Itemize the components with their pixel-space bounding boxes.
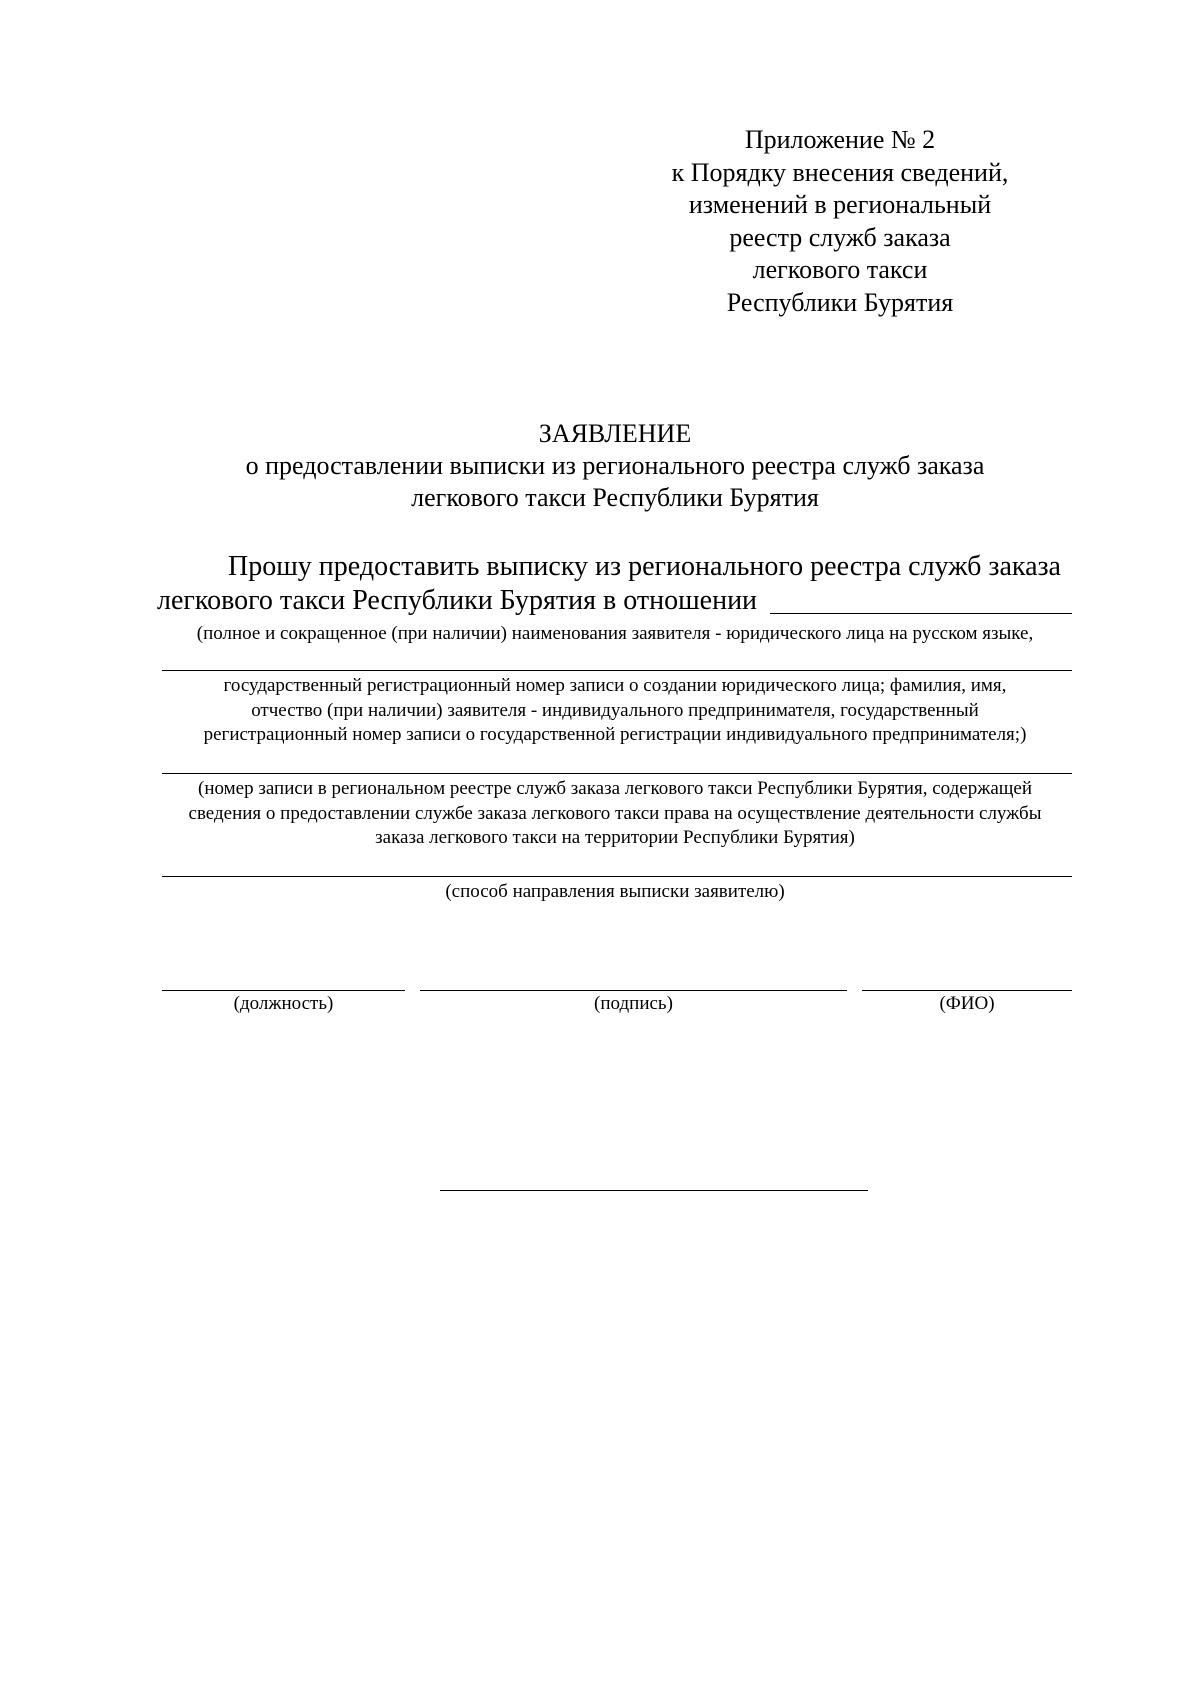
registry-record-fill-line[interactable]: [162, 773, 1072, 774]
caption-line: регистрационный номер записи о государственной регистрации индивидуального предпринимателя;): [203, 724, 1027, 745]
title-heading: ЗАЯВЛЕНИЕ: [538, 419, 692, 448]
appendix-line: Республики Бурятия: [726, 287, 954, 317]
caption-line: (способ направления выписки заявителю): [445, 881, 785, 902]
delivery-method-fill-line[interactable]: [162, 876, 1072, 877]
caption-line: (полное и сокращенное (при наличии) наименования заявителя - юридического лица на русском языке,: [196, 623, 1034, 644]
signature-fill-line[interactable]: [420, 990, 847, 991]
title-subtitle-line: легкового такси Республики Бурятия: [411, 483, 819, 512]
appendix-header: [600, 124, 1080, 319]
caption-registration: [150, 674, 1080, 748]
appendix-line: легкового такси: [752, 255, 928, 284]
request-text-line-2: легкового такси Республики Бурятия в отношении: [157, 585, 758, 616]
caption-applicant-name: [150, 622, 1080, 647]
request-text-line-1: Прошу предоставить выписку из регионального реестра служб заказа: [228, 551, 1061, 582]
applicant-fill-line[interactable]: [162, 670, 1072, 671]
caption-registry-record: [150, 777, 1080, 851]
appendix-line: изменений в региональный: [688, 190, 992, 219]
caption-delivery-method: [150, 880, 1080, 905]
applicant-fill-line-inline[interactable]: [770, 613, 1072, 614]
caption-line: сведения о предоставлении службе заказа легкового такси права на осуществление деятельности службы: [188, 802, 1042, 824]
full-name-fill-line[interactable]: [862, 990, 1072, 991]
title-subtitle-line: о предоставлении выписки из регионального реестра служб заказа: [245, 451, 985, 480]
caption-line: государственный регистрационный номер записи о создании юридического лица; фамилия, имя,: [223, 675, 1007, 696]
position-fill-line[interactable]: [162, 990, 405, 991]
bottom-fill-line[interactable]: [440, 1190, 868, 1191]
appendix-line: к Порядку внесения сведений,: [671, 157, 1009, 187]
position-label: (должность): [233, 993, 334, 1014]
appendix-line: реестр служб заказа: [729, 222, 951, 252]
caption-line: заказа легкового такси на территории Республики Бурятия): [375, 827, 855, 848]
caption-line: (номер записи в региональном реестре служб заказа легкового такси Республики Бурятия, содержащей: [198, 778, 1032, 799]
full-name-label: (ФИО): [939, 993, 995, 1014]
caption-line: отчество (при наличии) заявителя - индивидуального предпринимателя, государственный: [251, 699, 979, 721]
document-title: [150, 418, 1080, 514]
signature-label: (подпись): [594, 993, 673, 1014]
appendix-number: Приложение № 2: [744, 125, 936, 154]
